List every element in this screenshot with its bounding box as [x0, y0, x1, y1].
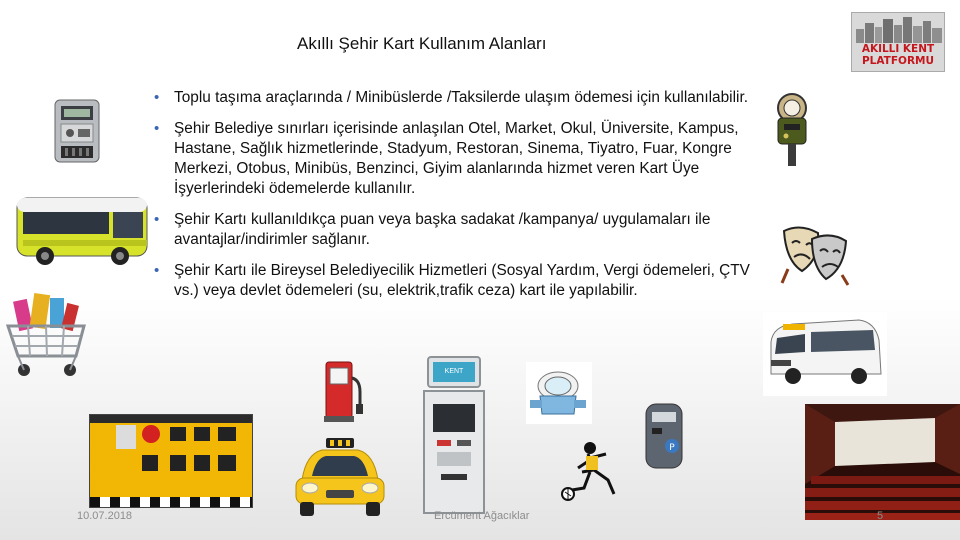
bullet-dot-icon: •: [154, 120, 160, 137]
logo-text: AKILLI KENT PLATFORMU: [861, 43, 935, 67]
bullet-dot-icon: •: [154, 262, 160, 279]
bullet-dot-icon: •: [154, 211, 160, 228]
svg-text:P: P: [669, 443, 675, 453]
bullet-text: Toplu taşıma araçlarında / Minibüslerde /Taksilerde ulaşım ödemesi için kullanılabilir.: [174, 89, 748, 106]
city-bus-icon: [15, 190, 150, 270]
shopping-cart-icon: [2, 290, 92, 385]
footer-author: Ercüment Ağacıklar: [434, 510, 530, 522]
kiosk-screen-label: KENT: [433, 362, 475, 382]
bullet-item: [154, 261, 766, 301]
akilli-kent-logo: [851, 12, 945, 72]
minibus-icon: [763, 312, 887, 396]
parking-pay-station-icon: [644, 402, 684, 472]
cinema-hall-icon: [805, 404, 960, 520]
bullet-item: [154, 119, 766, 199]
footer-date: 10.07.2018: [77, 510, 133, 522]
slide-title: Akıllı Şehir Kart Kullanım Alanları: [297, 34, 547, 53]
card-terminal-screen-icon: [89, 414, 253, 508]
parking-meter-icon: [770, 92, 814, 168]
bullet-text: Şehir Kartı kullanıldıkça puan veya başka sadakat /kampanya/ uygulamaları ile avantajlar/indirimler sağlanır.: [174, 211, 711, 248]
skyline-icon: [856, 17, 942, 43]
payment-kiosk-icon: [423, 356, 485, 516]
water-meter-icon: [526, 362, 592, 424]
bullet-list: [154, 88, 766, 312]
soccer-player-icon: [560, 440, 624, 504]
theatre-masks-icon: [780, 225, 850, 287]
fuel-pump-icon: [320, 358, 364, 424]
taxi-icon: [292, 436, 388, 520]
bullet-dot-icon: •: [154, 89, 160, 106]
bullet-text: Şehir Belediye sınırları içerisinde anlaşılan Otel, Market, Okul, Üniversite, Kampus, Hastane, Sağlık hizmetlerinde, Stadyum, Restoran, Sinema, Tiyatro, Fuar, Kongre Merkezi, Otobus, Minibüs, Benzinci, Giyim alanlarında hizmet veren Kart Üye İşyerlerindeki ödemelerde kullanılır.: [174, 120, 739, 197]
electric-meter-icon: [52, 98, 102, 166]
bullet-item: [154, 88, 766, 108]
bullet-item: [154, 210, 766, 250]
bullet-text: Şehir Kartı ile Bireysel Belediyecilik Hizmetleri (Sosyal Yardım, Vergi ödemeleri, ÇTV vs.) veya devlet ödemeleri (su, elektrik,trafik ceza) kart ile yapılabilir.: [174, 262, 750, 299]
footer-page-number: 5: [877, 510, 884, 522]
